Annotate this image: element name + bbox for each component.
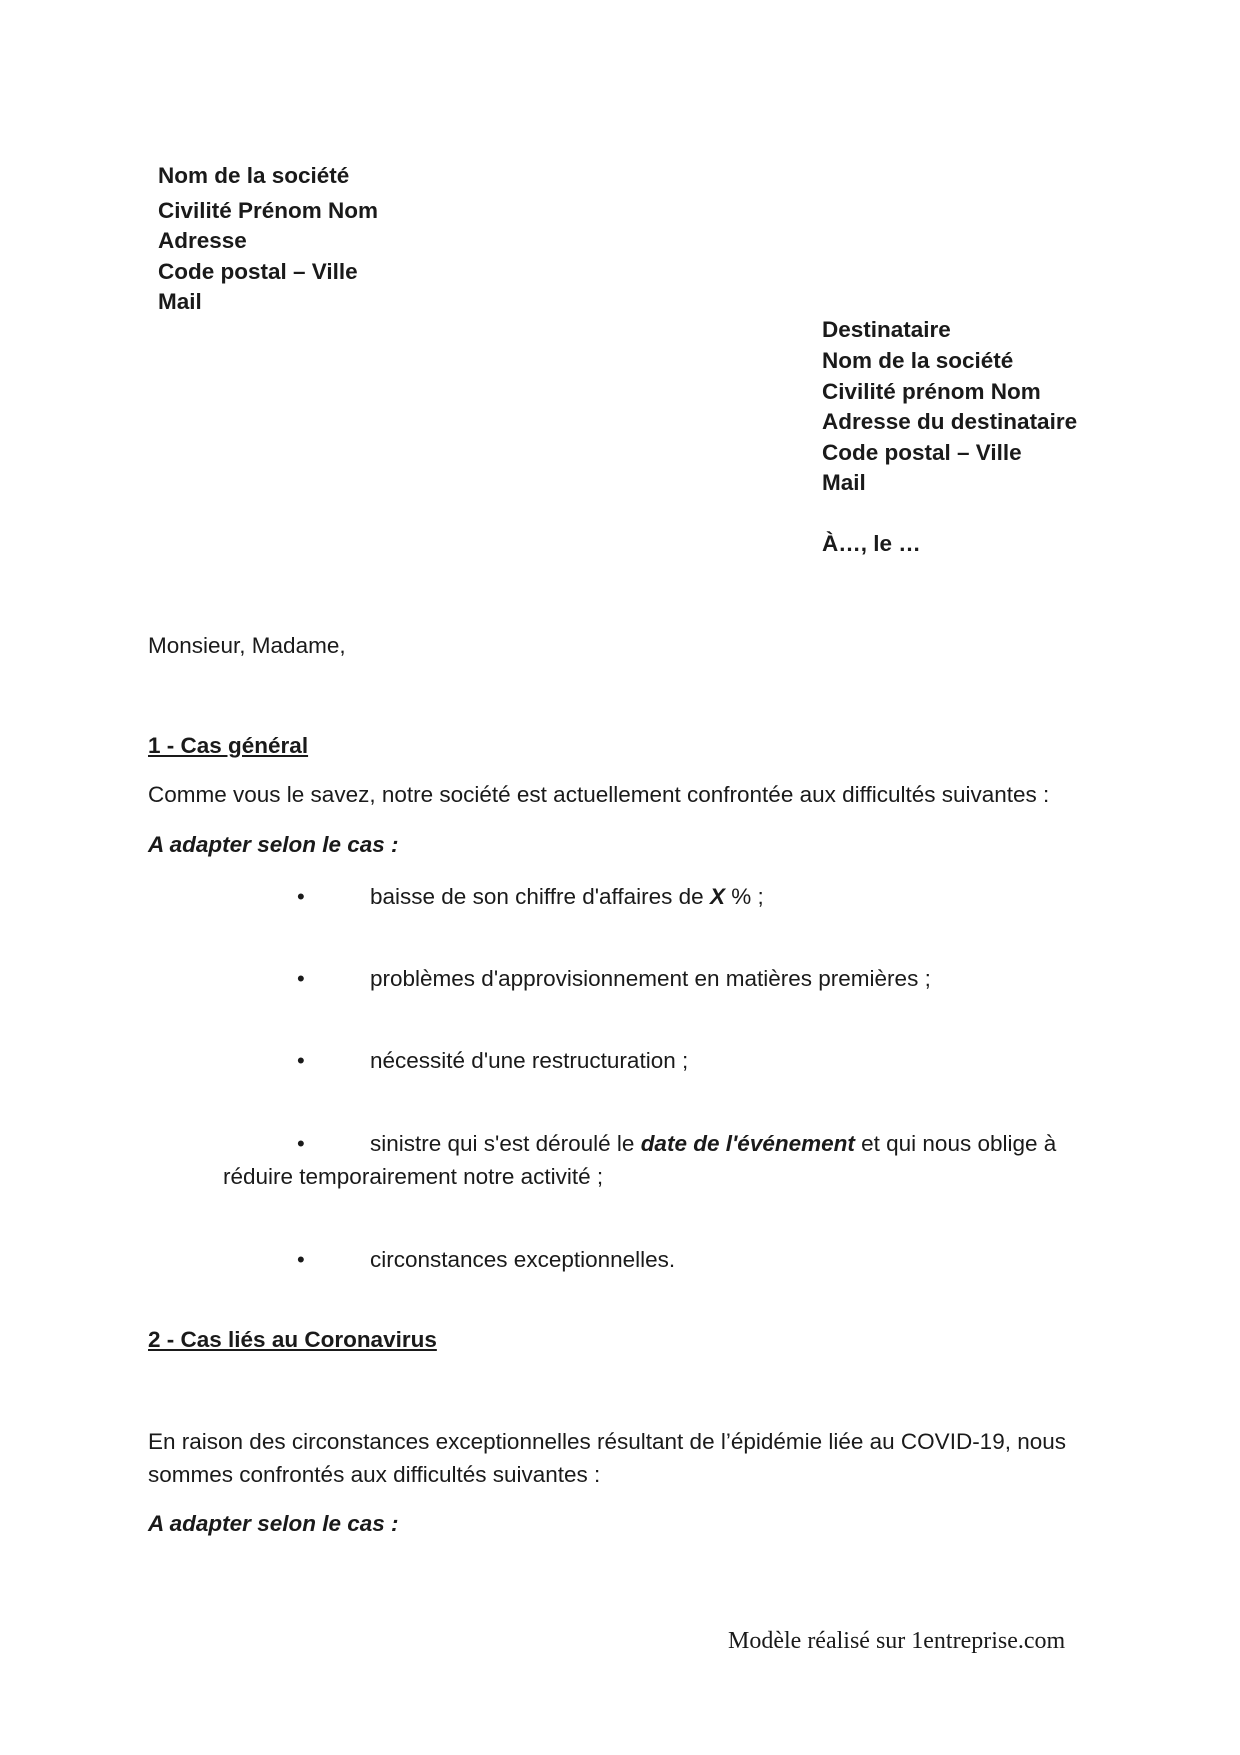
- bullet-icon: •: [297, 966, 305, 991]
- bullet-text: nécessité d'une restructuration ;: [370, 1048, 689, 1073]
- sender-mail: Mail: [158, 289, 202, 314]
- recipient-city: Code postal – Ville: [822, 440, 1022, 465]
- bullet-text-part: et qui nous oblige à: [854, 1131, 1057, 1156]
- recipient-mail: Mail: [822, 470, 866, 495]
- recipient-company: Nom de la société: [822, 348, 1014, 373]
- bullet-text: problèmes d'approvisionnement en matières premières ;: [370, 966, 931, 991]
- bullet-text-part: % ;: [724, 884, 764, 909]
- variable-placeholder: date de l'événement: [640, 1131, 855, 1156]
- sender-address: Adresse: [158, 228, 247, 253]
- place-date: À…, le …: [822, 531, 921, 556]
- bullet-icon: •: [297, 1247, 305, 1272]
- variable-placeholder: X: [709, 884, 725, 909]
- adapt-note: A adapter selon le cas :: [148, 1511, 399, 1536]
- section-heading: 1 - Cas général: [148, 733, 309, 758]
- bullet-icon: •: [297, 884, 305, 909]
- sender-person: Civilité Prénom Nom: [158, 198, 379, 223]
- sender-company: Nom de la société: [158, 163, 350, 188]
- bullet-text: [370, 1128, 1056, 1159]
- section-intro-line: En raison des circonstances exceptionnelles résultant de l’épidémie liée au COVID-19, nous: [148, 1429, 1067, 1454]
- bullet-icon: •: [297, 1048, 305, 1073]
- section-heading: 2 - Cas liés au Coronavirus: [148, 1327, 437, 1352]
- salutation: Monsieur, Madame,: [148, 633, 346, 658]
- bullet-text-part: baisse de son chiffre d'affaires de: [370, 884, 710, 909]
- section-intro: Comme vous le savez, notre société est actuellement confrontée aux difficultés suivantes :: [148, 782, 1050, 807]
- adapt-note: A adapter selon le cas :: [148, 832, 399, 857]
- section-intro-line: sommes confrontés aux difficultés suivantes :: [148, 1462, 601, 1487]
- bullet-text: [370, 881, 764, 912]
- bullet-icon: •: [297, 1131, 305, 1156]
- bullet-text-continuation: réduire temporairement notre activité ;: [223, 1164, 604, 1189]
- recipient-person: Civilité prénom Nom: [822, 379, 1041, 404]
- recipient-address: Adresse du destinataire: [822, 409, 1078, 434]
- footer-credit: Modèle réalisé sur 1entreprise.com: [728, 1628, 1066, 1654]
- recipient-label: Destinataire: [822, 317, 951, 342]
- bullet-text-part: sinistre qui s'est déroulé le: [370, 1131, 641, 1156]
- sender-city: Code postal – Ville: [158, 259, 358, 284]
- bullet-text: circonstances exceptionnelles.: [370, 1247, 676, 1272]
